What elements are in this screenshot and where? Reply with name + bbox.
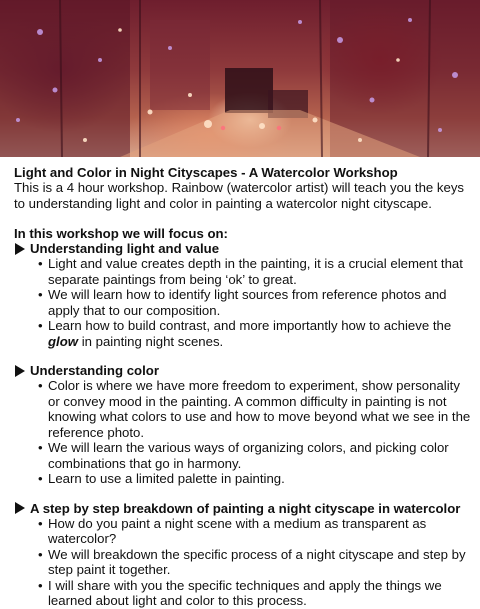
section-heading-text: Understanding color: [30, 363, 159, 378]
section-heading-text: A step by step breakdown of painting a night cityscape in watercolor: [30, 500, 461, 516]
bullet-list: [14, 378, 474, 487]
hero-painting: [0, 0, 480, 157]
cityscape-painting-image: [0, 0, 480, 157]
play-triangle-icon: [15, 502, 25, 514]
list-item: • Learn how to build contrast, and more importantly how to achieve the glow in painting night scenes.: [38, 318, 474, 349]
section-heading-text: Understanding light and value: [30, 241, 220, 256]
section-heading: [14, 363, 474, 378]
focus-section: [14, 501, 474, 609]
focus-section: [14, 363, 474, 487]
list-item: • Learn to use a limited palette in painting.: [38, 471, 474, 487]
list-item: • Light and value creates depth in the painting, it is a crucial element that separate paintings from being ‘ok’ to great.: [38, 256, 474, 287]
emphasis-text: glow: [48, 333, 79, 349]
bullet-list: [14, 256, 474, 349]
play-triangle-icon: [15, 243, 25, 255]
list-item: • We will learn how to identify light sources from reference photos and apply that to our composition.: [38, 287, 474, 318]
workshop-title: Light and Color in Night Cityscapes - A Watercolor Workshop: [14, 165, 398, 180]
bullet-list: [14, 516, 474, 609]
play-triangle-icon: [15, 365, 25, 377]
workshop-intro: This is a 4 hour workshop. Rainbow (watercolor artist) will teach you the keys to understanding light and color in painting a watercolor night cityscape.: [14, 180, 465, 211]
section-heading: [14, 241, 474, 256]
section-heading: [14, 501, 474, 516]
list-item: • How do you paint a night scene with a medium as transparent as watercolor?: [38, 516, 474, 547]
list-item: • Color is where we have more freedom to experiment, show personality or convey mood in the painting. A common difficulty in painting is not knowing what colors to use and how to move beyond what we see in the reference photo.: [38, 378, 474, 440]
list-item: • I will share with you the specific techniques and apply the things we learned about light and color to this process.: [38, 578, 474, 609]
focus-heading: In this workshop we will focus on:: [14, 226, 228, 241]
workshop-description: [0, 157, 474, 609]
focus-section: [14, 241, 474, 349]
list-item: • We will breakdown the specific process of a night cityscape and step by step paint it together.: [38, 547, 474, 578]
list-item: • We will learn the various ways of organizing colors, and picking color combinations that go in harmony.: [38, 440, 474, 471]
focus-sections: [14, 241, 474, 609]
